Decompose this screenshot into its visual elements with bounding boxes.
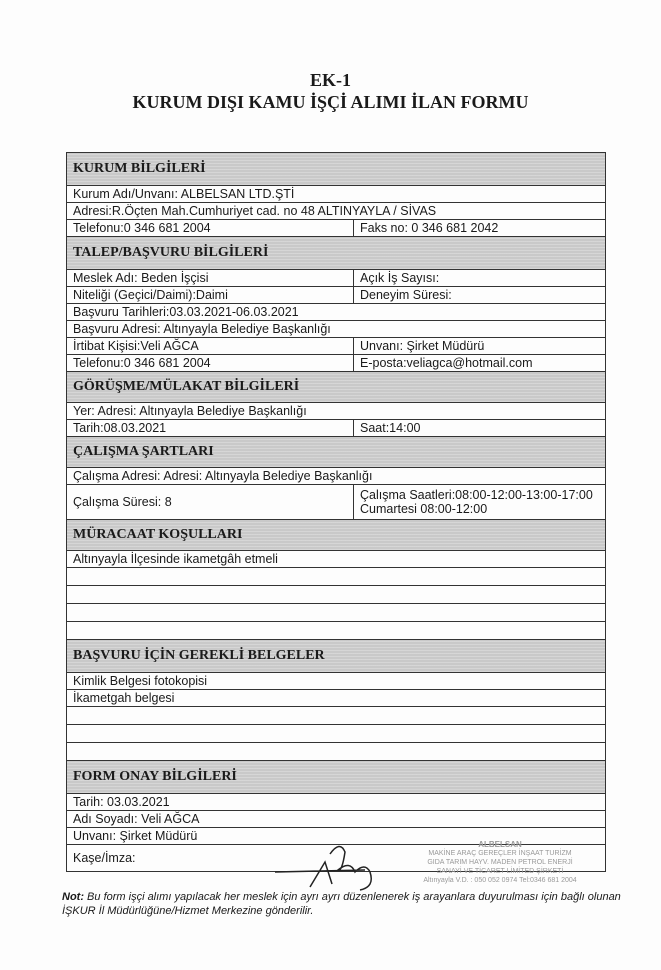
gorusme-tarih: Tarih:08.03.2021: [67, 420, 354, 436]
kurum-adres: Adresi:R.Öçten Mah.Cumhuriyet cad. no 48 ALTINYAYLA / SİVAS: [73, 204, 437, 218]
belge-item: İkametgah belgesi: [73, 691, 175, 705]
section-header-belgeler: BAŞVURU İÇİN GEREKLİ BELGELER: [67, 640, 605, 673]
irtibat-kisisi: İrtibat Kişisi:Veli AĞCA: [67, 338, 354, 354]
annex-label: EK-1: [309, 70, 351, 90]
irtibat-telefon: Telefonu:0 346 681 2004: [67, 355, 354, 371]
company-stamp: [405, 840, 595, 885]
onay-ad-soyad: Adı Soyadı: Veli AĞCA: [73, 812, 200, 826]
note-label: Not:: [62, 891, 84, 903]
gorusme-yer: Yer: Adresi: Altınyayla Belediye Başkanlığı: [73, 404, 307, 418]
stamp-line: MAKİNE ARAÇ GEREÇLER İNŞAAT TURİZM: [428, 850, 572, 857]
blank-row: [67, 707, 605, 725]
onay-unvan: Unvanı: Şirket Müdürü: [73, 829, 198, 843]
irtibat-unvan: Unvanı: Şirket Müdürü: [360, 339, 485, 353]
stamp-line: SANAYİ VE TİCARET LİMİTED ŞİRKETİ: [436, 868, 564, 875]
onay-tarih: Tarih: 03.03.2021: [73, 795, 170, 809]
section-header-talep: TALEP/BAŞVURU BİLGİLERİ: [67, 237, 605, 270]
blank-row: [67, 586, 605, 604]
basvuru-adresi: Başvuru Adresi: Altınyayla Belediye Başkanlığı: [73, 322, 331, 336]
blank-row: [67, 743, 605, 761]
niteligi: Niteliği (Geçici/Daimi):Daimi: [67, 287, 354, 303]
acik-is-sayisi: Açık İş Sayısı:: [360, 271, 440, 285]
irtibat-eposta: E-posta:veliagca@hotmail.com: [360, 356, 533, 370]
section-header-onay: FORM ONAY BİLGİLERİ: [67, 761, 605, 794]
kurum-faks: Faks no: 0 346 681 2042: [360, 221, 499, 235]
calisma-adresi: Çalışma Adresi: Adresi: Altınyayla Belediye Başkanlığı: [73, 469, 373, 483]
calisma-saatleri: Çalışma Saatleri:08:00-12:00-13:00-17:00 Cumartesi 08:00-12:00: [360, 488, 593, 516]
deneyim-suresi: Deneyim Süresi:: [360, 288, 452, 302]
signature-image: [270, 842, 390, 892]
footnote: [62, 890, 642, 918]
belge-item: Kimlik Belgesi fotokopisi: [73, 674, 208, 688]
kase-imza: Kaşe/İmza:: [73, 851, 136, 865]
basvuru-tarihleri: Başvuru Tarihleri:03.03.2021-06.03.2021: [73, 305, 299, 319]
kurum-adi: Kurum Adı/Unvanı: ALBELSAN LTD.ŞTİ: [73, 187, 295, 201]
meslek-adi: Meslek Adı: Beden İşçisi: [67, 270, 354, 286]
blank-row: [67, 604, 605, 622]
stamp-line: Altınyayla V.D. : 050 052 0974 Tel:0346 681 2004: [423, 877, 577, 884]
stamp-line: GIDA TARIM HAYV. MADEN PETROL ENERJİ: [427, 859, 573, 866]
kurum-telefon: Telefonu:0 346 681 2004: [67, 220, 354, 236]
gorusme-saat: Saat:14:00: [360, 421, 421, 435]
muracaat-item: Altınyayla İlçesinde ikametgâh etmeli: [73, 552, 278, 566]
form-table: [66, 152, 606, 872]
note-text: Bu form işçi alımı yapılacak her meslek için ayrı ayrı düzenlenerek iş arayanlara duyurulması için bağlı olunan İŞKUR İl Müdürlüğüne/Hizmet Merkezine gönderilir.: [62, 891, 621, 917]
section-header-muracaat: MÜRACAAT KOŞULLARI: [67, 520, 605, 551]
section-header-kurum: KURUM BİLGİLERİ: [67, 153, 605, 186]
stamp-line: ALBELSAN: [478, 840, 522, 849]
blank-row: [67, 725, 605, 743]
calisma-suresi: Çalışma Süresi: 8: [67, 485, 354, 519]
section-header-calisma: ÇALIŞMA ŞARTLARI: [67, 437, 605, 468]
blank-row: [67, 568, 605, 586]
section-header-gorusme: GÖRÜŞME/MÜLAKAT BİLGİLERİ: [67, 372, 605, 403]
blank-row: [67, 622, 605, 640]
form-title: KURUM DIŞI KAMU İŞÇİ ALIMI İLAN FORMU: [132, 92, 529, 112]
